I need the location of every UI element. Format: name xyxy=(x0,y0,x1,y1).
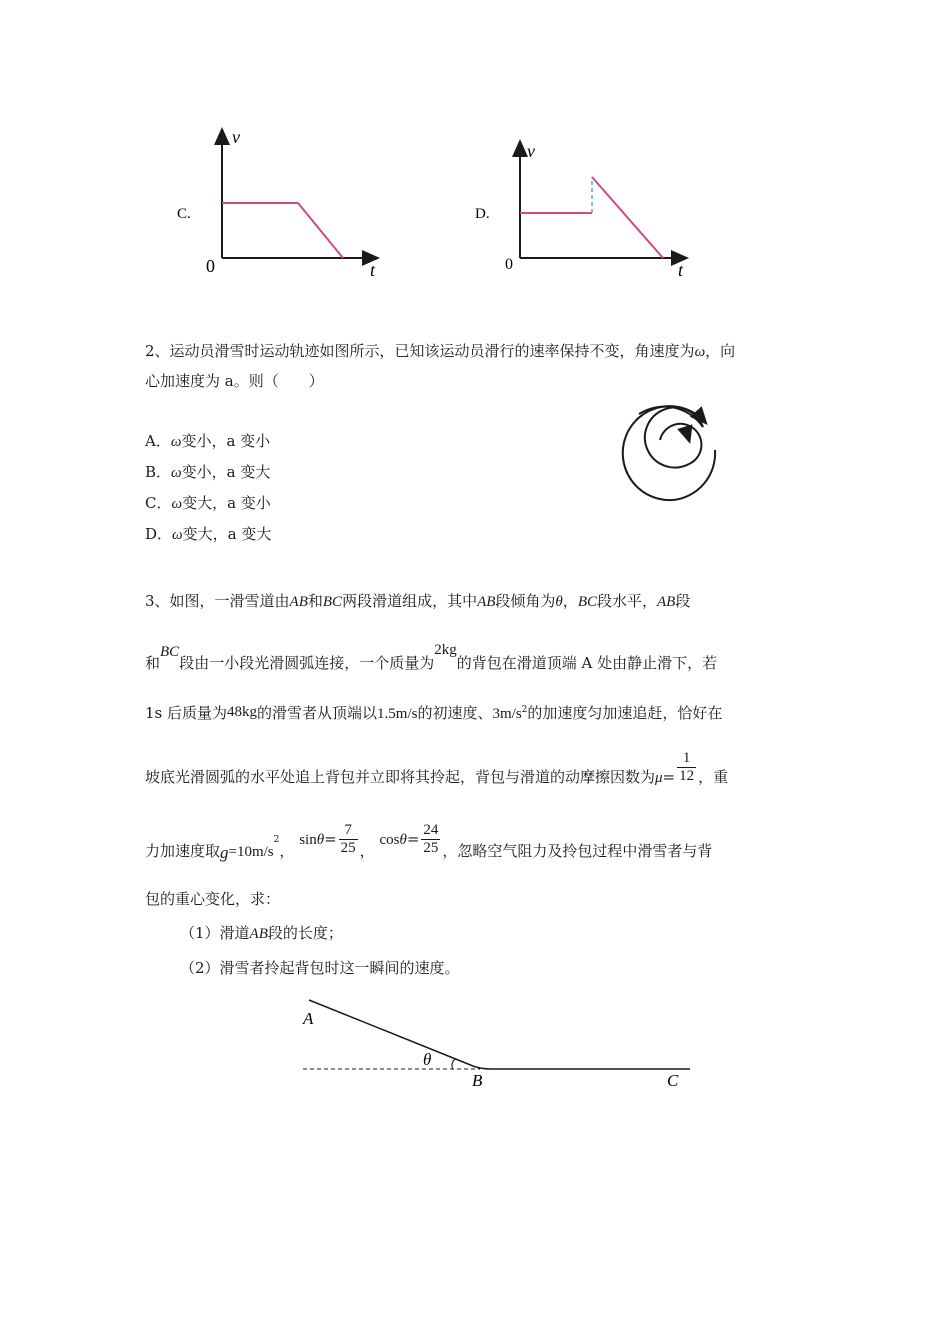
graph-d-velocity-line-2 xyxy=(592,177,663,258)
q2-option-b[interactable]: B．ω变小，a 变大 xyxy=(145,463,271,481)
point-c-label: C xyxy=(667,1071,679,1090)
graph-c-option-label: C. xyxy=(177,206,191,222)
q3-line-3: 1s 后质量为48kg的滑雪者从顶端以1.5m/s的初速度、$3m/s^2$的加速度匀加速追赶，恰好在 xyxy=(145,704,723,722)
graph-d xyxy=(475,141,687,280)
q2-option-a[interactable]: A．ω变小，a 变小 xyxy=(145,432,271,450)
q3-sub-question-1: （1）滑道AB段的长度； xyxy=(180,924,343,942)
spiral-trajectory-figure xyxy=(615,392,730,512)
slope-arc xyxy=(473,1066,491,1069)
vt-graphs xyxy=(160,115,720,290)
graph-c-v-label: v xyxy=(232,127,240,147)
graph-d-option-label: D. xyxy=(475,206,490,222)
graph-c-origin: 0 xyxy=(206,256,215,276)
q2-line-1: 2、运动员滑雪时运动轨迹如图所示，已知该运动员滑行的速率保持不变，角速度为ω，向 xyxy=(145,342,736,360)
graph-d-t-label: t xyxy=(678,260,684,280)
q2-option-d[interactable]: D．ω变大，a 变大 xyxy=(145,525,272,543)
graph-d-origin: 0 xyxy=(505,256,513,273)
q3-line-4: 坡底光滑圆弧的水平处追上背包并立即将其拎起，背包与滑道的动摩擦因数为μ= $\frac{1}{12}$ ，重 xyxy=(145,750,729,786)
spiral-inner-arrow xyxy=(685,432,689,440)
spiral-outer-arc xyxy=(623,406,705,500)
q3-line-1: 3、如图，一滑雪道由AB和BC两段滑道组成，其中AB段倾角为θ，BC段水平，AB段 xyxy=(145,592,691,610)
slope-ab-line xyxy=(309,1000,473,1066)
q2-option-c[interactable]: C．ω变大，a 变小 xyxy=(145,494,271,512)
graph-d-v-label: v xyxy=(527,141,535,161)
q2-line-2: 心加速度为 a。则（ ） xyxy=(145,372,324,390)
theta-label: θ xyxy=(423,1050,432,1069)
q3-line-6: 包的重心变化，求： xyxy=(145,890,281,908)
cos-fraction: $\frac{24}{25}$ xyxy=(423,822,439,857)
mu-fraction: $\frac{1}{12}$ xyxy=(679,750,695,785)
q3-line-2: 和BC段由一小段光滑圆弧连接，一个质量为2kg的背包在滑道顶端 A 处由静止滑下，若 xyxy=(145,642,718,672)
slope-figure xyxy=(295,990,705,1095)
point-b-label: B xyxy=(472,1071,483,1090)
q3-line-5: 力加速度取$g=10m/s^2$， sinθ= $\frac{7}{25}$ ， cosθ= $\frac{24}{25}$ ，忽略空气阻力及拎包过程中滑雪者与背 xyxy=(145,822,713,862)
graph-c-velocity-line xyxy=(222,203,343,258)
point-a-label: A xyxy=(303,1009,314,1028)
q3-sub-question-2: （2）滑雪者拎起背包时这一瞬间的速度。 xyxy=(180,959,460,977)
graph-c xyxy=(177,127,378,280)
graph-c-t-label: t xyxy=(370,260,376,280)
theta-angle-arc xyxy=(452,1059,455,1069)
sin-fraction: $\frac{7}{25}$ xyxy=(340,822,356,857)
